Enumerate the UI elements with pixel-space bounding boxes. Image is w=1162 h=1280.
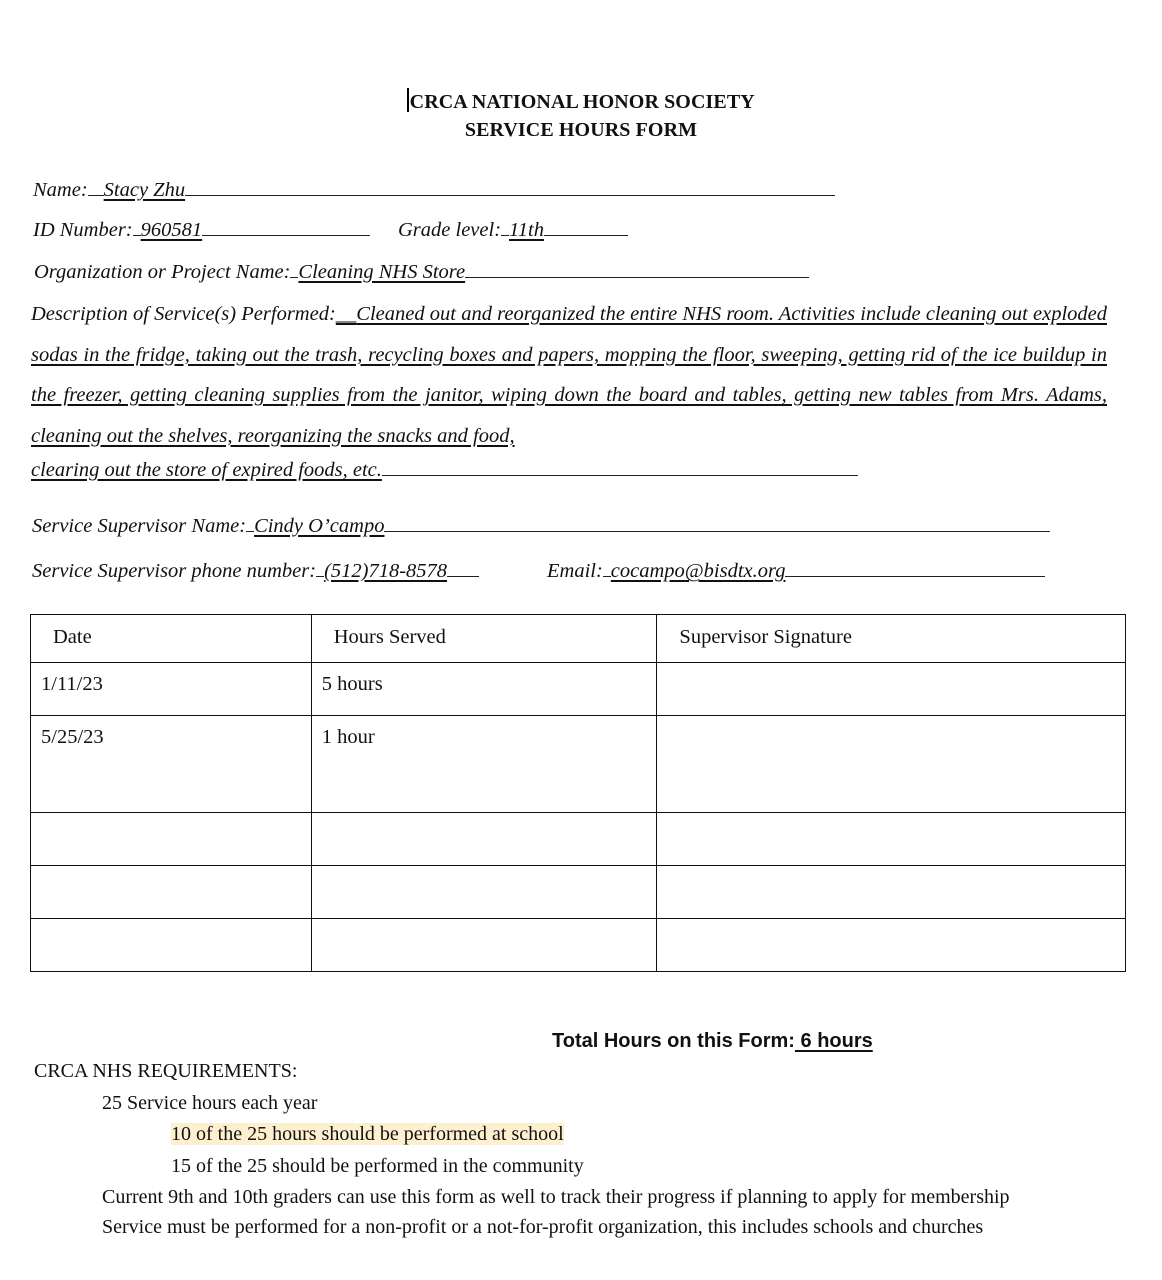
total-hours-label: Total Hours on this Form:: [552, 1030, 795, 1052]
date-cell[interactable]: [31, 813, 312, 866]
table-row: [31, 866, 1126, 919]
requirement-line-1: 25 Service hours each year: [102, 1092, 318, 1114]
name-label: Name:: [33, 179, 88, 201]
column-header-date: Date: [31, 615, 312, 663]
phone-label: Service Supervisor phone number:: [32, 560, 317, 582]
service-hours-table: [30, 614, 1126, 972]
supervisor-value: Cindy O’campo: [254, 515, 385, 537]
name-field[interactable]: [33, 179, 835, 202]
signature-cell[interactable]: [657, 813, 1126, 866]
description-label: Description of Service(s) Performed:: [31, 303, 336, 325]
table-row: [31, 663, 1126, 716]
supervisor-email-field[interactable]: [547, 560, 1045, 583]
total-hours-number: 6 hours: [800, 1030, 873, 1052]
date-cell[interactable]: 1/11/23: [31, 663, 312, 716]
hours-cell[interactable]: [311, 919, 657, 972]
description-value: Cleaned out and reorganized the entire NHS room. Activities include cleaning out exploded sodas in the fridge, taking out the trash, recycling boxes and papers, mopping the floor, sweeping, getting rid of the ice buildup in the freezer, getting cleaning supplies from the janitor, wiping down the board and tables, getting new tables from Mrs. Adams, cleaning out the shelves, reorganizing the snacks and food,: [31, 303, 1107, 447]
description-value-end: clearing out the store of expired foods, etc.: [31, 459, 382, 481]
organization-field[interactable]: [34, 261, 809, 284]
hours-cell[interactable]: 1 hour: [311, 716, 657, 813]
form-title: [0, 88, 1162, 114]
signature-cell[interactable]: [657, 866, 1126, 919]
grade-label: Grade level:: [398, 219, 502, 241]
supervisor-name-field[interactable]: [32, 515, 1050, 538]
supervisor-label: Service Supervisor Name:: [32, 515, 247, 537]
signature-cell[interactable]: [657, 919, 1126, 972]
description-last-line: [31, 459, 858, 482]
hours-cell[interactable]: [311, 813, 657, 866]
email-label: Email:: [547, 560, 603, 582]
signature-cell[interactable]: [657, 716, 1126, 813]
requirement-line-2: [171, 1123, 564, 1146]
form-subtitle: SERVICE HOURS FORM: [464, 119, 698, 141]
table-row: [31, 813, 1126, 866]
table-row: [31, 919, 1126, 972]
signature-cell[interactable]: [657, 663, 1126, 716]
total-hours: [552, 1030, 873, 1053]
grade-level-field[interactable]: [398, 219, 628, 242]
requirements-heading: CRCA NHS REQUIREMENTS:: [34, 1060, 298, 1082]
description-field[interactable]: Description of Service(s) Performed:__Cleaned out and reorganized the entire NHS room. Activities include cleaning out exploded sodas in the fridge, taking out the trash, recycling boxes and papers, mopping the floor, sweeping, getting rid of the ice buildup in the freezer, getting cleaning supplies from the janitor, wiping down the board and tables, getting new tables from Mrs. Adams, cleaning out the shelves, reorganizing the snacks and food,: [31, 303, 1107, 447]
total-hours-value: [795, 1030, 873, 1052]
date-cell[interactable]: [31, 919, 312, 972]
requirement-line-4: Current 9th and 10th graders can use this form as well to track their progress if planning to apply for membership: [102, 1186, 1010, 1208]
email-value: cocampo@bisdtx.org: [610, 560, 786, 582]
supervisor-phone-field[interactable]: [32, 560, 479, 583]
hours-cell[interactable]: 5 hours: [311, 663, 657, 716]
table-row: [31, 716, 1126, 813]
phone-value: (512)718-8578: [324, 560, 448, 582]
table-header-row: [31, 615, 1126, 663]
id-number-field[interactable]: [33, 219, 370, 242]
name-value: Stacy Zhu: [103, 179, 186, 201]
column-header-signature: Supervisor Signature: [657, 615, 1126, 663]
date-cell[interactable]: 5/25/23: [31, 716, 312, 813]
id-label: ID Number:: [33, 219, 133, 241]
title-line-1: CRCA NATIONAL HONOR SOCIETY: [409, 91, 755, 113]
date-cell[interactable]: [31, 866, 312, 919]
hours-cell[interactable]: [311, 866, 657, 919]
requirement-line-5: Service must be performed for a non-profit or a not-for-profit organization, this includes schools and churches: [102, 1216, 984, 1238]
highlighted-text: 10 of the 25 hours should be performed at school: [171, 1123, 564, 1145]
organization-value: Cleaning NHS Store: [298, 261, 466, 283]
id-value: 960581: [140, 219, 203, 241]
organization-label: Organization or Project Name:: [34, 261, 291, 283]
grade-value: 11th: [509, 219, 544, 241]
requirement-line-3: 15 of the 25 should be performed in the community: [171, 1155, 584, 1177]
text-cursor: [407, 88, 409, 112]
column-header-hours: Hours Served: [311, 615, 657, 663]
